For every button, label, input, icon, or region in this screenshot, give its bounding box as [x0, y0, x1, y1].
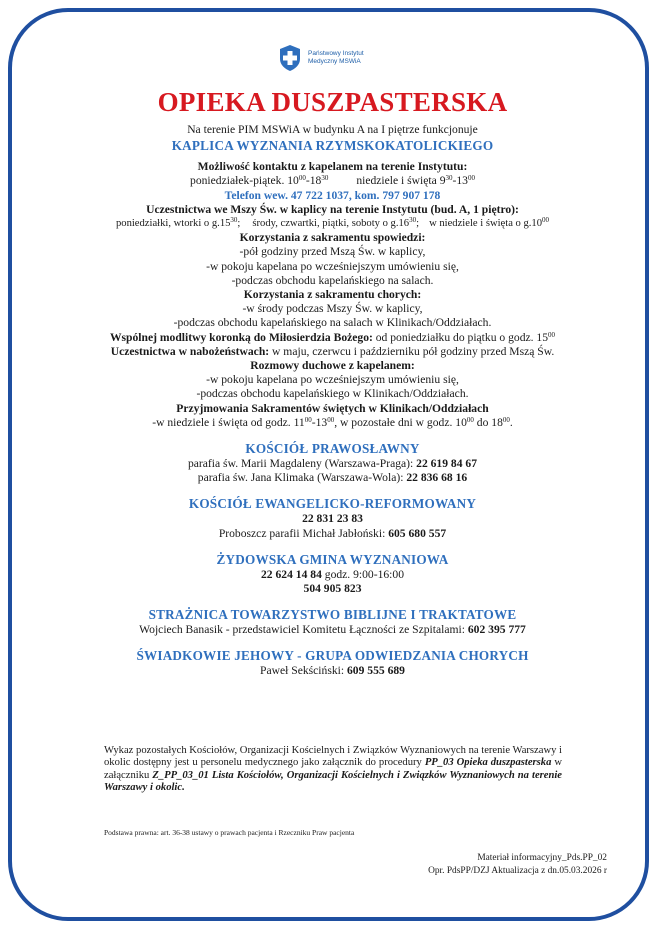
sick-heading: Korzystania z sakramentu chorych: [243, 288, 422, 302]
chapel-heading: KAPLICA WYZNANIA RZYMSKOKATOLICKIEGO [171, 138, 494, 154]
services-line: Uczestnictwa w nabożeństwach: w maju, czerwcu i październiku pół godziny przed Mszą Św. [110, 344, 555, 358]
document-update: Opr. PdsPP/DZJ Aktualizacja z dn.05.03.2026 r [428, 866, 607, 876]
talks-heading: Rozmowy duchowe z kapelanem: [250, 359, 415, 373]
page-title: OPIEKA DUSZPASTERSKA [157, 87, 508, 117]
jewish-heading: ŻYDOWSKA GMINA WYZNANIOWA [216, 551, 449, 567]
jewish-phone: 22 624 14 84 godz. 9:00-16:00 [261, 567, 404, 581]
list-item: -w pokoju kapelana po wcześniejszym umówieniu się, [206, 373, 459, 387]
medical-cross-logo-icon [278, 44, 302, 72]
mass-heading: Uczestnictwa we Mszy Św. w kaplicy na terenie Instytutu (bud. A, 1 piętro): [146, 202, 519, 216]
main-content [40, 85, 625, 679]
mass-times: poniedziałki, wtorki o $g.15^{30}$; środy, czwartki, piątki, soboty o $g.16^{30}$; w niedziele i święta o $g.10^{00}$ [115, 216, 550, 230]
jewish-phone-2: 504 905 823 [303, 582, 362, 596]
list-item: -w środy podczas Mszy Św. w kaplicy, [242, 302, 423, 316]
reformed-heading: KOŚCIÓŁ EWANGELICKO-REFORMOWANY [188, 496, 477, 512]
reformed-phone: 22 831 23 83 [302, 512, 363, 526]
document-meta [428, 852, 607, 878]
confession-heading: Korzystania z sakramentu spowiedzi: [239, 231, 426, 245]
list-item: -podczas obchodu kapelańskiego w Klinikach/Oddziałach. [196, 387, 469, 401]
watchtower-heading: STRAŻNICA TOWARZYSTWO BIBLIJNE I TRAKTATOWE [148, 607, 517, 623]
list-item: -w pokoju kapelana po wcześniejszym umówieniu się, [206, 259, 459, 273]
jehovah-heading: ŚWIADKOWIE JEHOWY - GRUPA ODWIEDZANIA CHORYCH [136, 648, 529, 664]
orthodox-parish: parafia św. Marii Magdaleny (Warszawa-Praga): 22 619 84 67 [187, 457, 478, 471]
institute-logo [278, 44, 364, 72]
logo-line-1: Państwowy Instytut [308, 50, 364, 57]
list-item: -podczas obchodu kapelańskiego na salach. [231, 273, 434, 287]
contact-hours: poniedziałek-piątek. $10^{00}-18^{30}$ niedziele i święta $9^{30}-13^{00}$ [190, 174, 475, 188]
orthodox-heading: KOŚCIÓŁ PRAWOSŁAWNY [245, 441, 420, 457]
contact-heading: Możliwość kontaktu z kapelanem na terenie Instytutu: [197, 160, 468, 174]
logo-line-2: Medyczny MSWiA [308, 58, 361, 65]
sacraments-hours: -w niedziele i święta od godz. $11^{00}-13^{00}$, w pozostałe dni w godz. $10^{00}$ do $18^{00}$. [152, 415, 513, 429]
intro-text: Na terenie PIM MSWiA w budynku A na I piętrze funkcjonuje [187, 123, 478, 136]
prayer-line: Wspólnej modlitwy koronką do Miłosierdzia Bożego: od poniedziałku do piątku o godz. $15^{00}$ [109, 330, 556, 344]
reformed-pastor: Proboszcz parafii Michał Jabłoński: 605 680 557 [218, 526, 447, 540]
contact-phone: Telefon wew. 47 722 1037, kom. 797 907 178 [224, 188, 441, 202]
list-item: -pół godziny przed Mszą Św. w kaplicy, [239, 245, 426, 259]
orthodox-parish: parafia św. Jana Klimaka (Warszawa-Wola): 22 836 68 16 [197, 471, 468, 485]
legal-basis: Podstawa prawna: art. 36-38 ustawy o prawach pacjenta i Rzeczniku Praw pacjenta [104, 828, 355, 837]
list-item: -podczas obchodu kapelańskiego na salach w Klinikach/Oddziałach. [173, 316, 492, 330]
watchtower-contact: Wojciech Banasik - przedstawiciel Komitetu Łączności ze Szpitalami: 602 395 777 [139, 623, 526, 637]
sacraments-heading: Przyjmowania Sakramentów świętych w Klinikach/Oddziałach [176, 401, 489, 415]
document-id: Materiał informacyjny_Pds.PP_02 [477, 853, 607, 863]
jehovah-contact: Paweł Sekściński: 609 555 689 [260, 664, 405, 678]
footer-note: Wykaz pozostałych Kościołów, Organizacji Kościelnych i Związków Wyznaniowych na terenie Warszawy i okolic dostępny jest u personelu medycznego jako załącznik do procedury PP_03 Opieka duszpasterska w załączniku Z_PP_03_01 Lista Kościołów, Organizacji Kościelnych i Związków Wyznaniowych na terenie Warszawy i okolic. [104, 745, 563, 794]
